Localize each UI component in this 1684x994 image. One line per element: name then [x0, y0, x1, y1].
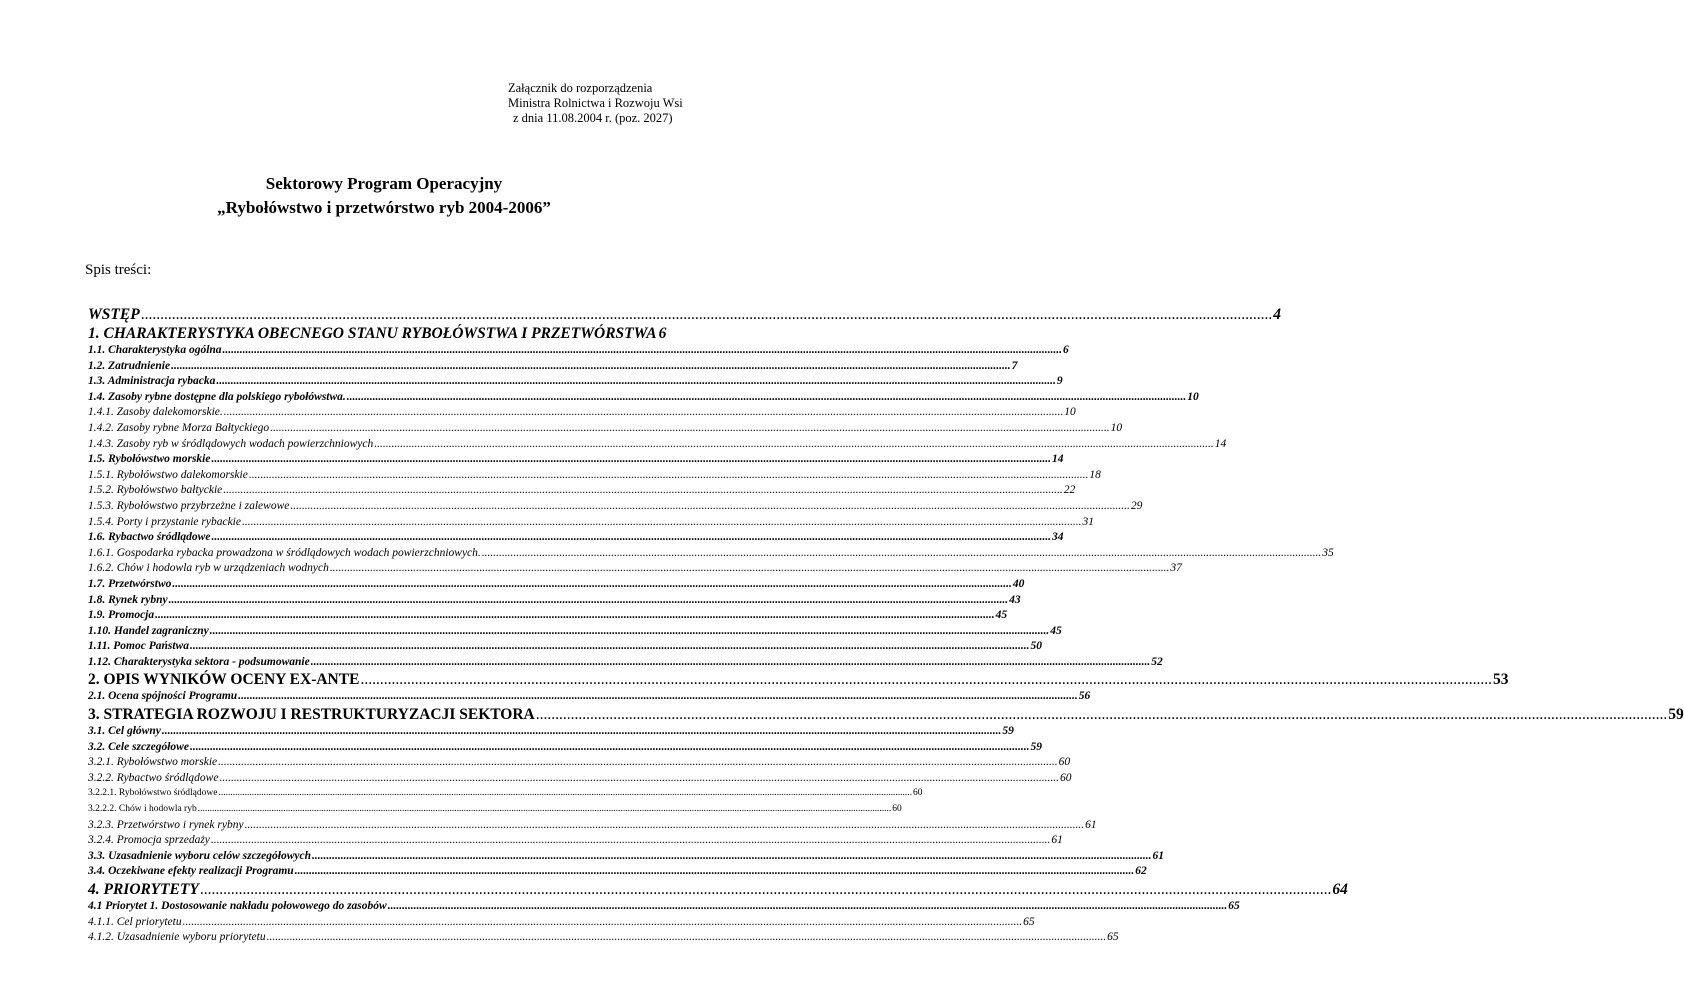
toc-dot-leader — [224, 405, 1064, 421]
toc-dot-leader — [198, 802, 892, 818]
attachment-line-2: Ministra Rolnictwa i Rozwoju Wsi — [508, 96, 683, 110]
toc-entry-title: 2. OPIS WYNIKÓW OCENY EX-ANTE — [88, 671, 360, 689]
toc-dot-leader — [374, 437, 1214, 453]
toc-dot-leader — [388, 899, 1228, 915]
toc-entry-title: 1.2. Zatrudnienie — [88, 359, 171, 372]
toc-entry-title: 4. PRIORYTETY — [88, 881, 199, 898]
toc-entry-page: 59 — [1668, 706, 1684, 724]
toc-entry-title: 1.4.3. Zasoby ryb w śródlądowych wodach powierzchniowych — [88, 437, 374, 450]
toc-entry[interactable] — [88, 608, 1008, 624]
toc-dot-leader — [190, 740, 1030, 756]
toc-entry-page: 61 — [1152, 849, 1164, 862]
toc-entry-title: 1.4.1. Zasoby dalekomorskie. — [88, 406, 223, 419]
toc-entry[interactable] — [88, 483, 1076, 499]
toc-entry-page: 14 — [1051, 453, 1064, 466]
toc-entry[interactable] — [88, 437, 1227, 453]
toc-dot-leader — [141, 305, 1273, 324]
toc-dot-leader — [211, 833, 1051, 849]
toc-dot-leader — [172, 577, 1012, 593]
toc-entry[interactable] — [88, 705, 1684, 724]
toc-dot-leader — [155, 608, 995, 624]
toc-dot-leader — [162, 724, 1002, 740]
toc-entry-title: 2.1. Ocena spójności Programu — [88, 690, 238, 703]
toc-entry-title: 1. CHARAKTERYSTYKA OBECNEGO STANU RYBOŁÓWSTWA I PRZETWÓRSTWA — [88, 325, 657, 342]
toc-entry-page: 62 — [1135, 865, 1147, 878]
toc-entry-page: 29 — [1130, 499, 1143, 512]
toc-entry-title: 1.12. Charakterystyka sektora - podsumowanie — [88, 655, 310, 668]
toc-dot-leader — [171, 359, 1011, 375]
toc-dot-leader — [311, 655, 1151, 671]
toc-entry[interactable] — [88, 390, 1199, 406]
toc-entry[interactable] — [88, 546, 1334, 562]
toc-entry-title: 1.11. Pomoc Państwa — [88, 640, 189, 653]
toc-entry-title: 3.2.2.1. Rybołówstwo śródlądowe — [88, 788, 218, 799]
toc-dot-leader — [242, 515, 1082, 531]
toc-entry-title: 1.5. Rybołówstwo morskie — [88, 453, 211, 466]
toc-dot-leader — [536, 705, 1668, 724]
toc-entry[interactable] — [88, 499, 1143, 515]
toc-entry-title: 1.6. Rybactwo śródlądowe — [88, 531, 211, 544]
toc-entry-title: 1.4. Zasoby rybne dostępne dla polskiego rybołówstwa. — [88, 390, 346, 403]
toc-entry[interactable] — [88, 324, 667, 343]
toc-entry[interactable] — [88, 864, 1147, 880]
toc-entry-title: 3.2.3. Przetwórstwo i rynek rybny — [88, 818, 244, 831]
attachment-line-1: Załącznik do rozporządzenia — [508, 81, 653, 95]
toc-entry-page: 43 — [1009, 593, 1021, 606]
toc-entry[interactable] — [88, 880, 1348, 899]
toc-dot-leader — [267, 930, 1107, 946]
toc-entry[interactable] — [88, 771, 1072, 787]
toc-entry-title: 1.4.2. Zasoby rybne Morza Bałtyckiego — [88, 421, 270, 434]
toc-entry-page: 60 — [912, 788, 923, 799]
toc-entry-page: 60 — [1059, 771, 1072, 784]
toc-entry-page: 40 — [1012, 577, 1025, 590]
toc-dot-leader — [238, 689, 1078, 705]
toc-dot-leader — [210, 624, 1050, 640]
toc-entry-page: 10 — [1064, 406, 1076, 419]
toc-entry-title: 3.2.4. Promocja sprzedaży — [88, 834, 210, 847]
toc-entry-title: 1.6.2. Chów i hodowla ryb w urządzeniach wodnych — [88, 562, 329, 575]
toc-entry-page: 18 — [1089, 468, 1101, 481]
toc-entry-page: 65 — [1023, 915, 1035, 928]
toc-entry-page: 45 — [995, 609, 1008, 622]
toc-entry-page: 56 — [1078, 690, 1091, 703]
toc-dot-leader — [223, 343, 1063, 359]
toc-entry-title: 1.1. Charakterystyka ogólna — [88, 344, 222, 356]
toc-entry-title: 1.3. Administracja rybacka — [88, 375, 216, 388]
toc-entry-title: WSTĘP — [88, 306, 140, 323]
toc-entry[interactable] — [88, 639, 1042, 655]
table-of-contents — [88, 305, 1684, 946]
toc-entry-title: 3.2.2.2. Chów i hodowla ryb — [88, 804, 197, 815]
toc-entry-title: 3.3. Uzasadnienie wyboru celów szczegółowych — [88, 849, 311, 862]
toc-entry-page: 53 — [1492, 671, 1509, 689]
toc-dot-leader — [211, 530, 1051, 546]
toc-entry-page: 59 — [1030, 740, 1042, 753]
toc-entry[interactable] — [88, 818, 1097, 834]
toc-entry-page: 45 — [1050, 624, 1062, 637]
toc-entry-page: 6 — [658, 325, 667, 342]
toc-dot-leader — [360, 670, 1492, 689]
toc-entry[interactable] — [88, 561, 1182, 577]
toc-dot-leader — [295, 864, 1135, 880]
toc-dot-leader — [200, 880, 1332, 899]
toc-entry[interactable] — [88, 833, 1063, 849]
toc-entry[interactable] — [88, 374, 1063, 390]
toc-entry[interactable] — [88, 577, 1025, 593]
toc-entry-page: 14 — [1214, 437, 1227, 450]
toc-dot-leader — [183, 915, 1023, 931]
toc-heading: Spis treści: — [85, 262, 152, 278]
toc-entry-page: 65 — [1228, 900, 1240, 912]
toc-entry-title: 4.1 Priorytet 1. Dostosowanie nakładu połowowego do zasobów — [88, 900, 387, 912]
toc-entry-page: 50 — [1030, 640, 1042, 653]
toc-entry-page: 65 — [1107, 931, 1119, 944]
toc-entry-page: 10 — [1110, 421, 1123, 434]
toc-entry-title: 1.5.2. Rybołówstwo bałtyckie — [88, 484, 223, 497]
toc-entry-title: 1.6.1. Gospodarka rybacka prowadzona w śródlądowych wodach powierzchniowych. — [88, 546, 481, 559]
toc-entry-page: 61 — [1051, 834, 1063, 847]
toc-entry-title: 3. STRATEGIA ROZWOJU I RESTRUKTURYZACJI SEKTORA — [88, 706, 535, 724]
toc-entry[interactable] — [88, 930, 1119, 946]
toc-entry-page: 52 — [1151, 655, 1163, 668]
toc-entry[interactable] — [88, 755, 1071, 771]
toc-entry-page: 7 — [1011, 359, 1018, 372]
toc-dot-leader — [223, 483, 1063, 499]
toc-entry[interactable] — [88, 530, 1064, 546]
toc-entry-title: 3.4. Oczekiwane efekty realizacji Programu — [88, 865, 294, 878]
toc-dot-leader — [270, 421, 1110, 437]
toc-dot-leader — [218, 755, 1058, 771]
toc-dot-leader — [169, 593, 1009, 609]
toc-dot-leader — [290, 499, 1130, 515]
toc-entry[interactable] — [88, 468, 1101, 484]
toc-entry-page: 35 — [1322, 546, 1334, 559]
toc-entry[interactable] — [88, 421, 1123, 437]
title-line-2: „Rybołówstwo i przetwórstwo ryb 2004-2006” — [217, 198, 551, 217]
toc-entry-page: 4 — [1273, 306, 1281, 323]
toc-dot-leader — [219, 771, 1059, 787]
toc-entry-title: 3.2. Cele szczegółowe — [88, 740, 189, 753]
toc-entry[interactable] — [88, 359, 1018, 375]
toc-entry[interactable] — [88, 343, 1069, 359]
toc-dot-leader — [218, 786, 912, 802]
toc-entry-title: 1.5.1. Rybołówstwo dalekomorskie — [88, 468, 248, 481]
toc-entry-page: 61 — [1085, 818, 1097, 831]
toc-entry[interactable] — [88, 849, 1164, 865]
toc-entry[interactable] — [88, 655, 1163, 671]
toc-entry[interactable] — [88, 405, 1076, 421]
toc-entry-page: 59 — [1002, 725, 1014, 738]
toc-entry-page: 6 — [1063, 344, 1069, 356]
toc-entry-page: 37 — [1170, 562, 1182, 575]
toc-dot-leader — [216, 374, 1056, 390]
toc-entry-title: 1.5.3. Rybołówstwo przybrzeżne i zalewowe — [88, 499, 290, 512]
toc-entry-page: 10 — [1187, 390, 1199, 403]
toc-dot-leader — [347, 390, 1187, 406]
toc-entry[interactable] — [88, 724, 1014, 740]
toc-entry[interactable] — [88, 915, 1035, 931]
toc-entry-title: 3.2.1. Rybołówstwo morskie — [88, 756, 218, 769]
toc-entry-title: 1.8. Rynek rybny — [88, 593, 168, 606]
toc-dot-leader — [190, 639, 1030, 655]
title-line-1: Sektorowy Program Operacyjny — [265, 174, 503, 193]
toc-entry[interactable] — [88, 515, 1094, 531]
toc-entry[interactable] — [88, 452, 1064, 468]
toc-entry-page: 60 — [892, 804, 902, 815]
toc-dot-leader — [245, 818, 1085, 834]
toc-entry-page: 22 — [1063, 484, 1076, 497]
toc-entry[interactable] — [88, 689, 1091, 705]
toc-dot-leader — [482, 546, 1322, 562]
toc-entry[interactable] — [88, 305, 1281, 324]
toc-entry[interactable] — [88, 624, 1062, 640]
toc-dot-leader — [312, 849, 1152, 865]
toc-entry-page: 60 — [1058, 756, 1071, 769]
toc-entry-title: 4.1.1. Cel priorytetu — [88, 915, 182, 928]
toc-entry-title: 1.7. Przetwórstwo — [88, 577, 172, 590]
toc-entry[interactable] — [88, 802, 902, 818]
toc-entry-title: 1.9. Promocja — [88, 609, 155, 622]
toc-entry-page: 64 — [1332, 881, 1348, 898]
toc-entry-title: 3.2.2. Rybactwo śródlądowe — [88, 771, 219, 784]
attachment-note — [508, 81, 683, 126]
toc-entry-page: 31 — [1082, 515, 1094, 528]
toc-entry-page: 9 — [1056, 375, 1063, 388]
toc-entry-title: 4.1.2. Uzasadnienie wyboru priorytetu — [88, 931, 266, 944]
attachment-line-3: z dnia 11.08.2004 r. (poz. 2027) — [513, 111, 673, 125]
toc-entry[interactable] — [88, 593, 1021, 609]
toc-entry[interactable] — [88, 786, 923, 802]
toc-dot-leader — [211, 452, 1051, 468]
toc-entry-title: 3.1. Cel główny — [88, 725, 161, 738]
toc-entry[interactable] — [88, 670, 1509, 689]
toc-entry-title: 1.5.4. Porty i przystanie rybackie — [88, 515, 241, 528]
toc-entry[interactable] — [88, 740, 1042, 756]
toc-dot-leader — [330, 561, 1170, 577]
toc-entry[interactable] — [88, 899, 1240, 915]
toc-dot-leader — [249, 468, 1089, 484]
toc-entry-page: 34 — [1051, 531, 1064, 544]
toc-entry-title: 1.10. Handel zagraniczny — [88, 624, 209, 637]
document-title — [0, 172, 768, 220]
